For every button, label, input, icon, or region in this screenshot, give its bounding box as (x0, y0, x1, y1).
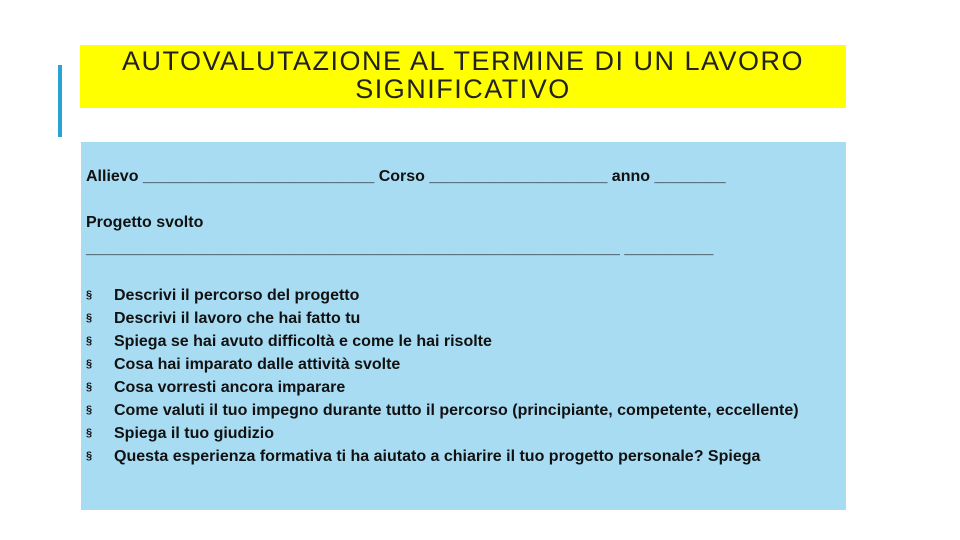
form-line-project-blank: ____________________________________________________________ __________ (86, 240, 714, 257)
bullet-icon: § (86, 404, 93, 416)
list-item (86, 376, 844, 399)
bullet-icon: § (86, 335, 93, 347)
bullet-icon: § (86, 312, 93, 324)
bullet-icon: § (86, 289, 93, 301)
accent-bar (58, 65, 62, 137)
bullet-icon: § (86, 381, 93, 393)
list-item (86, 422, 844, 445)
list-item (86, 330, 844, 353)
list-item (86, 307, 844, 330)
form-line-project-label: Progetto svolto (86, 214, 204, 231)
content-box (81, 142, 846, 510)
list-item-text: Descrivi il lavoro che hai fatto tu (114, 310, 361, 327)
bullet-icon: § (86, 427, 93, 439)
list-item-text: Cosa vorresti ancora imparare (114, 379, 346, 396)
page-title: AUTOVALUTAZIONE AL TERMINE DI UN LAVORO SIGNIFICATIVO (121, 46, 805, 104)
list-item-text: Questa esperienza formativa ti ha aiutato a chiarire il tuo progetto personale? Spiega (114, 448, 761, 465)
list-item-text: Spiega se hai avuto difficoltà e come le hai risolte (114, 333, 492, 350)
list-item-text: Come valuti il tuo impegno durante tutto il percorso (principiante, competente, eccellente) (114, 402, 799, 419)
list-item-text: Descrivi il percorso del progetto (114, 287, 360, 304)
form-line-student-course-year: Allievo __________________________ Corso ____________________ anno ________ (86, 168, 726, 185)
question-list (86, 284, 844, 468)
list-item-text: Spiega il tuo giudizio (114, 425, 274, 442)
bullet-icon: § (86, 358, 93, 370)
list-item (86, 284, 844, 307)
bullet-icon: § (86, 450, 93, 462)
title-box (80, 45, 846, 108)
list-item-text: Cosa hai imparato dalle attività svolte (114, 356, 401, 373)
list-item (86, 445, 844, 468)
list-item (86, 399, 844, 422)
list-item (86, 353, 844, 376)
